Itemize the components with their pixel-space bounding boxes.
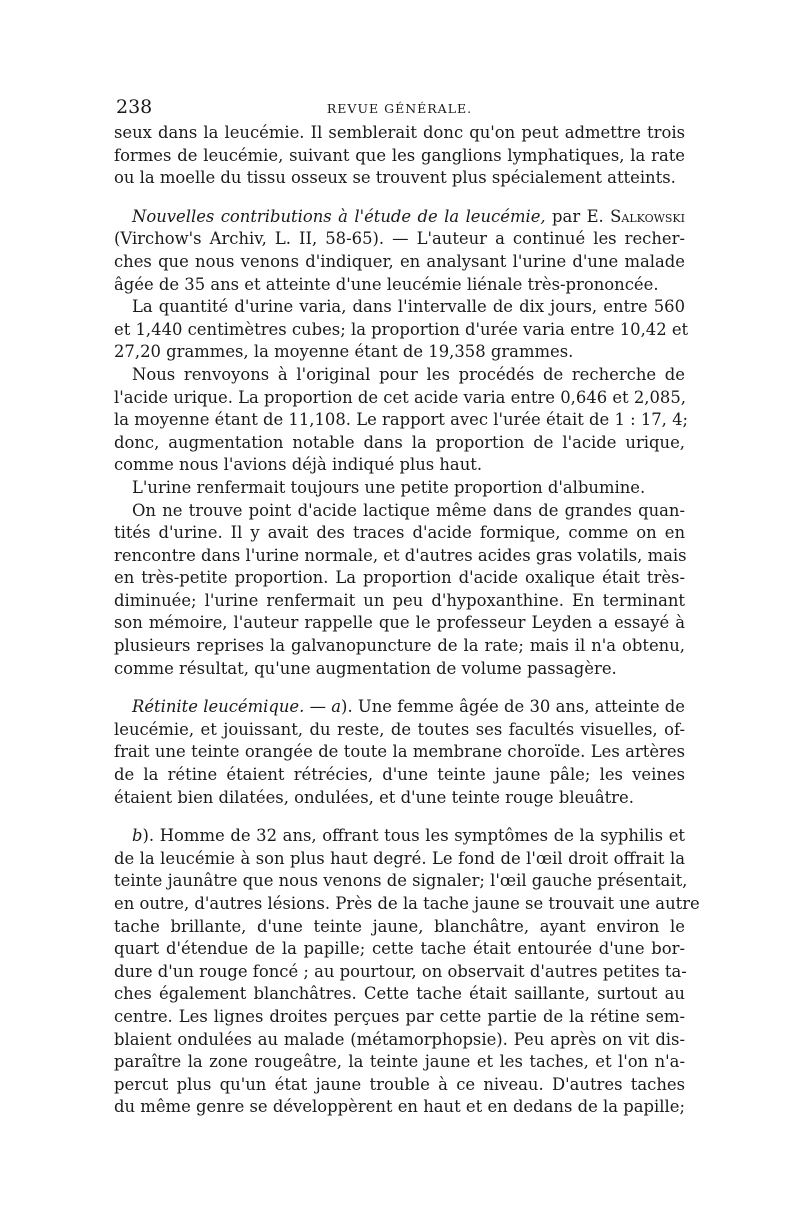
text-line: paraître la zone rougeâtre, la teinte jaune et les taches, et l'on n'a- [114, 1052, 685, 1072]
text-line: de la leucémie à son plus haut degré. Le fond de l'œil droit offrait la [114, 848, 685, 868]
text-line: plusieurs reprises la galvanopuncture de la rate; mais il n'a obtenu, [114, 636, 685, 656]
text-line: âgée de 35 ans et atteinte d'une leucémie liénale très-prononcée. [114, 274, 659, 294]
text-line: donc, augmentation notable dans la proportion de l'acide urique, [114, 432, 685, 452]
text-line: 27,20 grammes, la moyenne étant de 19,358 grammes. [114, 342, 574, 362]
section-heading-line [114, 206, 685, 229]
page-header [114, 96, 685, 122]
text-line: La quantité d'urine varia, dans l'intervalle de dix jours, entre 560 [132, 297, 685, 317]
text-line: ches également blanchâtres. Cette tache était saillante, surtout au [114, 984, 685, 1004]
text-line: L'urine renfermait toujours une petite proportion d'albumine. [132, 477, 646, 497]
text-line: percut plus qu'un état jaune trouble à ce niveau. D'autres taches [114, 1074, 685, 1094]
text-line: centre. Les lignes droites perçues par cette partie de la rétine sem- [114, 1006, 685, 1026]
text-line: comme résultat, qu'une augmentation de volume passagère. [114, 658, 617, 678]
text-line: comme nous l'avions déjà indiqué plus haut. [114, 455, 483, 475]
section-title: Nouvelles contributions à l'étude de la leucémie, [132, 206, 546, 226]
text-line: (Virchow's Archiv, L. II, 58-65). — L'auteur a continué les recher- [114, 229, 685, 249]
text-line: étaient bien dilatées, ondulées, et d'une teinte rouge bleuâtre. [114, 787, 634, 807]
heading-rest: ). Homme de 32 ans, offrant tous les symptômes de la syphilis et [142, 826, 685, 846]
text-line: la moyenne étant de 11,108. Le rapport avec l'urée était de 1 : 17, 4; [114, 410, 689, 430]
text-line: seux dans la leucémie. Il semblerait donc qu'on peut admettre trois [114, 123, 685, 142]
text-line: blaient ondulées au malade (métamorphopsie). Peu après on vit dis- [114, 1029, 685, 1049]
paragraph-continuation [114, 122, 685, 190]
section-salkowski [114, 206, 689, 680]
text-line: en outre, d'autres lésions. Près de la tache jaune se trouvait une autre [114, 894, 700, 913]
text-line: Nous renvoyons à l'original pour les procédés de recherche de [132, 364, 685, 384]
text-line: rencontre dans l'urine normale, et d'autres acides gras volatils, mais [114, 545, 687, 565]
title-par: par E. [545, 206, 611, 226]
text-line: ou la moelle du tissu osseux se trouvent plus spécialement atteints. [114, 168, 676, 188]
text-line: formes de leucémie, suivant que les ganglions lymphatiques, la rate [114, 145, 685, 165]
text-line: frait une teinte orangée de toute la membrane choroïde. Les artères [114, 742, 685, 762]
section-retinite-b [114, 825, 700, 1119]
text-line: leucémie, et jouissant, du reste, de toutes ses facultés visuelles, of- [114, 719, 685, 739]
text-line: ches que nous venons d'indiquer, en analysant l'urine d'une malade [114, 251, 685, 271]
section-heading-line [114, 825, 685, 848]
text-line: en très-petite proportion. La proportion d'acide oxalique était très- [114, 568, 685, 588]
section-retinite-a [114, 696, 685, 809]
text-line: diminuée; l'urine renfermait un peu d'hypoxanthine. En terminant [114, 590, 685, 610]
text-line: de la rétine étaient rétrécies, d'une teinte jaune pâle; les veines [114, 765, 685, 785]
text-line: quart d'étendue de la papille; cette tache était entourée d'une bor- [114, 939, 685, 959]
case-label: b [132, 826, 143, 846]
text-line: l'acide urique. La proportion de cet acide varia entre 0,646 et 2,085, [114, 387, 686, 407]
text-line: teinte jaunâtre que nous venons de signaler; l'œil gauche présentait, [114, 871, 688, 891]
section-title: Rétinite leucémique. — a [132, 697, 342, 717]
page-number: 238 [116, 96, 153, 118]
document-page [114, 96, 700, 1119]
section-heading-line [114, 696, 685, 719]
text-line: et 1,440 centimètres cubes; la proportion d'urée varia entre 10,42 et [114, 319, 689, 339]
text-line: son mémoire, l'auteur rappelle que le professeur Leyden a essayé à [114, 613, 685, 633]
running-head: REVUE GÉNÉRALE. [326, 101, 473, 116]
text-line: du même genre se développèrent en haut et en dedans de la papille; [114, 1097, 685, 1117]
text-line: tités d'urine. Il y avait des traces d'acide formique, comme on en [114, 523, 685, 543]
text-line: On ne trouve point d'acide lactique même dans de grandes quan- [132, 500, 685, 520]
text-line: tache brillante, d'une teinte jaune, blanchâtre, ayant environ le [114, 916, 685, 936]
author-name: Salkowski [610, 206, 685, 226]
heading-rest: ). Une femme âgée de 30 ans, atteinte de [341, 697, 685, 717]
text-line: dure d'un rouge foncé ; au pourtour, on observait d'autres petites ta- [114, 961, 687, 981]
